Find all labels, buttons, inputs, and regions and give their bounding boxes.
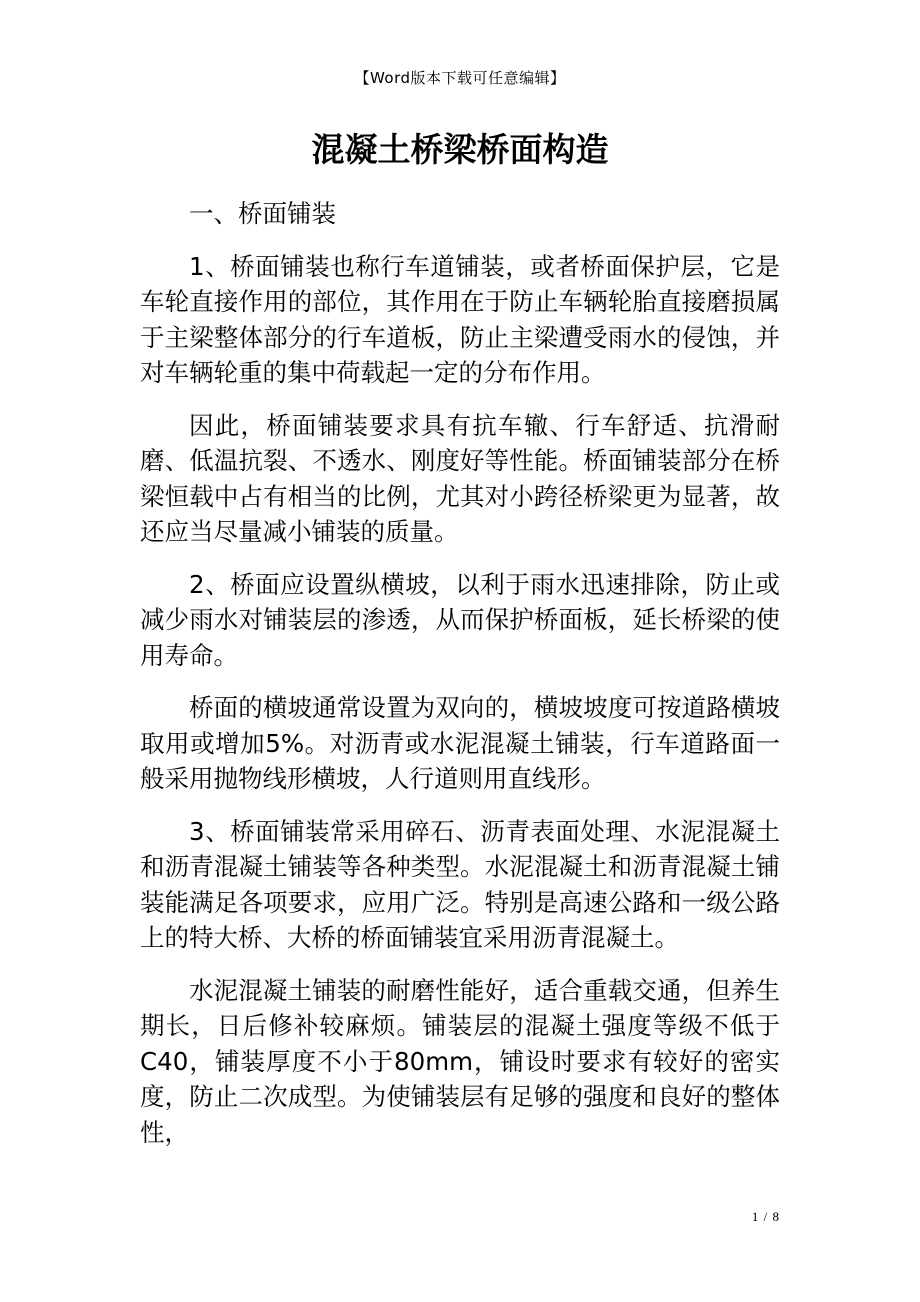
paragraph: 因此，桥面铺装要求具有抗车辙、行车舒适、抗滑耐磨、低温抗裂、不透水、刚度好等性能。桥面铺装部分在桥梁恒载中占有相当的比例，尤其对小跨径桥梁更为显著，故还应当尽量减小铺装的质量。 bbox=[140, 410, 780, 546]
document-body bbox=[140, 196, 780, 1167]
paragraph: 水泥混凝土铺装的耐磨性能好，适合重载交通，但养生期长，日后修补较麻烦。铺装层的混凝土强度等级不低于C40，铺装厚度不小于80mm，铺设时要求有较好的密实度，防止二次成型。为使铺装层有足够的强度和良好的整体性， bbox=[140, 975, 780, 1147]
section-heading: 一、桥面铺装 bbox=[189, 199, 336, 228]
paragraph: 桥面的横坡通常设置为双向的，横坡坡度可按道路横坡取用或增加5%。对沥青或水泥混凝土铺装，行车道路面一般采用抛物线形横坡，人行道则用直线形。 bbox=[140, 693, 780, 793]
document-title: 混凝土桥梁桥面构造 bbox=[311, 130, 609, 169]
paragraph: 3、桥面铺装常采用碎石、沥青表面处理、水泥混凝土和沥青混凝土铺装等各种类型。水泥混凝土和沥青混凝土铺装能满足各项要求，应用广泛。特别是高速公路和一级公路上的特大桥、大桥的桥面铺装宜采用沥青混凝土。 bbox=[140, 816, 780, 952]
page-number: 1 / 8 bbox=[751, 1209, 780, 1224]
paragraph: 2、桥面应设置纵横坡，以利于雨水迅速排除，防止或减少雨水对铺装层的渗透，从而保护桥面板，延长桥梁的使用寿命。 bbox=[140, 569, 780, 670]
paragraph: 1、桥面铺装也称行车道铺装，或者桥面保护层，它是车轮直接作用的部位，其作用在于防止车辆轮胎直接磨损属于主梁整体部分的行车道板，防止主梁遭受雨水的侵蚀，并对车辆轮重的集中荷载起一定的分布作用。 bbox=[140, 251, 780, 387]
page-header: 【Word版本下载可任意编辑】 bbox=[354, 69, 566, 87]
